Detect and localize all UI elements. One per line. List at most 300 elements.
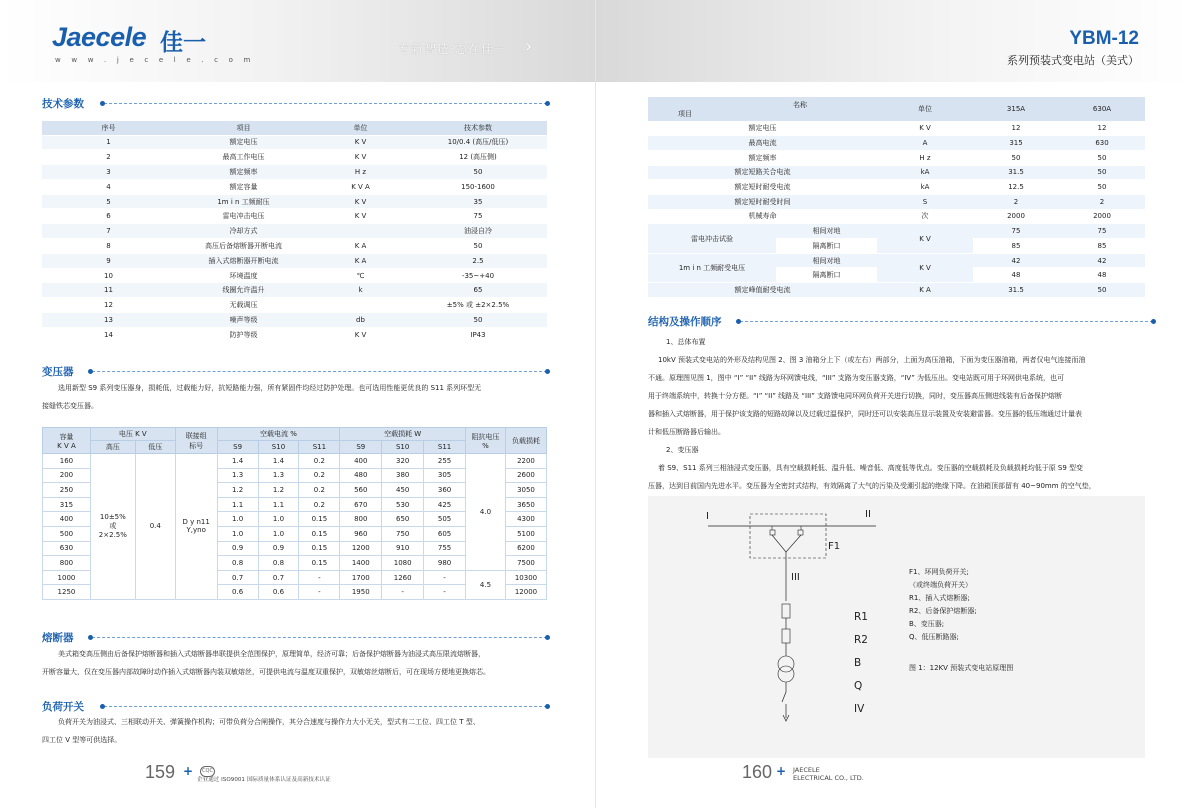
lv-voltage-cell: 0.4	[135, 454, 175, 600]
table-cell: 5100	[505, 526, 546, 541]
section-divider	[92, 371, 547, 372]
table-cell: 1.2	[217, 483, 258, 498]
table-cell: 48	[1059, 268, 1145, 283]
table-cell: 42	[973, 253, 1059, 268]
column-header: 技术参数	[409, 121, 547, 135]
table-cell: 环境温度	[175, 268, 312, 283]
table-cell: 31.5	[973, 165, 1059, 180]
section-tech-params	[42, 96, 547, 110]
impedance-cell: 4.5	[466, 570, 506, 599]
table-row	[648, 283, 1145, 298]
header-s10: S10	[258, 441, 299, 454]
paragraph-line: 开断容量大，仅在变压器内部故障时动作插入式熔断器内装双敏熔丝，可提供电流与温度双重保护，双敏熔丝熔断后，可在现场方便地更换熔芯。	[42, 668, 490, 676]
table-cell: 1200	[340, 541, 382, 556]
table-cell: 530	[382, 497, 424, 512]
tech-params-table	[42, 121, 547, 343]
header-s11: S11	[299, 441, 340, 454]
table-cell: 1000	[43, 570, 91, 585]
diagram-caption: 图 1：12KV 预装式变电站原理图	[909, 664, 1014, 672]
table-row	[42, 313, 547, 328]
paragraph-line: 负荷开关为油浸式、三相联动开关、弹簧操作机构；可带负荷分合闸操作，其分合速度与操作力大小无关，型式有二工位、四工位 T 型、	[58, 718, 480, 726]
table-cell: 8	[42, 239, 175, 254]
page-number: 159	[145, 762, 176, 782]
table-cell: 50	[409, 165, 547, 180]
table-cell: 6200	[505, 541, 546, 556]
connection-cell	[175, 454, 217, 600]
paragraph-line: 四工位 V 型等可供选择。	[42, 736, 122, 744]
table-row	[648, 150, 1145, 165]
group-label-cell: 1m i n 工频耐受电压	[648, 253, 776, 282]
table-cell: 605	[424, 526, 466, 541]
section-divider	[104, 706, 547, 707]
table-row	[42, 165, 547, 180]
table-cell: 0.6	[258, 585, 299, 600]
table-cell: 1.0	[258, 526, 299, 541]
table-cell: 额定频率	[648, 150, 877, 165]
product-model: YBM-12	[1069, 28, 1139, 49]
cell-line: 或	[109, 522, 117, 531]
table-cell: 冷却方式	[175, 224, 312, 239]
switch-specs-table	[648, 97, 1145, 298]
table-cell: 960	[340, 526, 382, 541]
table-cell: 9	[42, 253, 175, 268]
line-label-i: I	[706, 511, 709, 522]
table-cell: 85	[1059, 239, 1145, 254]
chevron-right-icon: ›	[525, 36, 533, 57]
table-cell: 380	[382, 468, 424, 483]
table-cell: 2.5	[409, 253, 547, 268]
impedance-cell: 4.0	[466, 454, 506, 571]
table-row	[42, 150, 547, 165]
unit-cell: K V	[877, 253, 973, 282]
brand-logo: Jaecele	[52, 22, 147, 52]
component-labels	[854, 606, 868, 721]
table-cell: 0.7	[217, 570, 258, 585]
section-title: 熔断器	[42, 632, 74, 644]
transformer-table	[42, 427, 547, 600]
table-row	[42, 224, 547, 239]
table-cell: 0.8	[258, 556, 299, 571]
header-noload-loss: 空载损耗 W	[340, 428, 466, 441]
table-cell: 最高工作电压	[175, 150, 312, 165]
table-row	[648, 180, 1145, 195]
table-cell: 1.4	[258, 454, 299, 469]
table-cell: 560	[340, 483, 382, 498]
label-f1: F1	[828, 541, 841, 552]
table-cell: 0.2	[299, 483, 340, 498]
table-cell: 630	[43, 541, 91, 556]
header-text: 阻抗电压	[471, 432, 500, 441]
line-label-iii: III	[791, 572, 800, 583]
table-cell: 12.5	[973, 180, 1059, 195]
table-cell: 12	[42, 298, 175, 313]
page-number: 160	[742, 762, 773, 782]
load-switch-description	[42, 713, 557, 749]
table-cell: 12	[973, 121, 1059, 136]
header-unit: 单位	[877, 97, 973, 121]
table-cell: 0.6	[217, 585, 258, 600]
table-cell: 线圈允许温升	[175, 283, 312, 298]
table-cell: 插入式熔断器开断电流	[175, 253, 312, 268]
table-row	[648, 165, 1145, 180]
table-cell: 12 (高压侧)	[409, 150, 547, 165]
table-cell: 50	[1059, 180, 1145, 195]
header-text: 名称	[793, 101, 807, 109]
table-cell: 0.2	[299, 468, 340, 483]
paragraph-line: 接缝铁芯变压器。	[42, 402, 98, 410]
table-cell: 400	[43, 512, 91, 527]
paragraph-line: 器和插入式熔断器，用于保护该支路的短路故障以及过载过温保护，同时还可以安装高压显示装置及安装避雷器。变压器的低压端通过计量表	[648, 410, 1082, 418]
footer-certification-text: 企业通过 ISO9001 国际质量体系认证及高新技术认证	[197, 777, 331, 783]
brand-logo-cn: 佳一	[160, 30, 206, 56]
table-cell: K V	[312, 209, 409, 224]
table-cell: 次	[877, 209, 973, 224]
table-row	[42, 298, 547, 313]
table-row	[648, 209, 1145, 224]
header-text: K V A	[57, 441, 76, 450]
table-cell: 防护等级	[175, 327, 312, 342]
table-cell: 0.2	[299, 454, 340, 469]
header-noload-current: 空载电流 %	[217, 428, 340, 441]
table-row	[42, 283, 547, 298]
section-title: 结构及操作顺序	[648, 316, 722, 328]
section-divider	[740, 321, 1153, 322]
table-row	[42, 179, 547, 194]
cell-line: Y,yno	[186, 526, 206, 535]
table-cell: 高压后备熔断器开断电流	[175, 239, 312, 254]
label-r2: R2	[854, 634, 868, 646]
table-cell: 1.1	[258, 497, 299, 512]
table-cell: 0.2	[299, 497, 340, 512]
table-cell: K A	[877, 283, 973, 298]
table-cell: 额定峰值耐受电流	[648, 283, 877, 298]
legend-item: B、变压器;	[909, 620, 945, 628]
paragraph-line: 美式箱变高压侧由后备保护熔断器和插入式熔断器串联提供全范围保护，原理简单，经济可靠；后备保护熔断器为油浸式高压限流熔断器，	[58, 650, 485, 658]
table-cell: 额定短时耐受时间	[648, 194, 877, 209]
transformer-description	[42, 379, 552, 415]
header-315a: 315A	[973, 97, 1059, 121]
table-cell: 2000	[1059, 209, 1145, 224]
slogan: 专新智造·志在佳一	[398, 42, 507, 56]
table-cell: 1.3	[217, 468, 258, 483]
table-cell: -	[424, 570, 466, 585]
table-cell: 750	[382, 526, 424, 541]
table-cell: 320	[382, 454, 424, 469]
table-cell: 630	[1059, 136, 1145, 151]
table-cell: 相间对地	[776, 253, 877, 268]
table-row	[648, 224, 1145, 239]
table-cell: 2000	[973, 209, 1059, 224]
table-cell: 1	[42, 135, 175, 150]
table-cell: 1250	[43, 585, 91, 600]
table-cell: 75	[1059, 224, 1145, 239]
header-s10: S10	[382, 441, 424, 454]
column-header: 项目	[175, 121, 312, 135]
table-cell: 650	[382, 512, 424, 527]
cell-line: D y n11	[182, 518, 210, 527]
table-cell: -35~+40	[409, 268, 547, 283]
table-cell: 500	[43, 526, 91, 541]
table-cell: 980	[424, 556, 466, 571]
header-s9: S9	[340, 441, 382, 454]
table-cell: 无载调压	[175, 298, 312, 313]
table-cell: 50	[409, 313, 547, 328]
table-cell: 2	[42, 150, 175, 165]
header-capacity	[43, 428, 91, 454]
table-cell: 7500	[505, 556, 546, 571]
table-cell: 75	[973, 224, 1059, 239]
table-cell: 2	[1059, 194, 1145, 209]
table-cell: 额定电压	[175, 135, 312, 150]
table-cell: kA	[877, 165, 973, 180]
column-header: 序号	[42, 121, 175, 135]
table-cell: 10300	[505, 570, 546, 585]
table-cell: -	[299, 570, 340, 585]
header-connection	[175, 428, 217, 454]
paragraph-line: 计和低压断路器后输出。	[648, 428, 725, 436]
header-impedance	[466, 428, 506, 454]
paragraph-line: 10kV 预装式变电站的外形及结构见图 2、图 3 油箱分上下（或左右）两部分，上面为高压油箱，下面为变压器油箱，两者仅电气连接而油	[658, 356, 1086, 364]
subsection-title: 1、总体布置	[666, 338, 706, 346]
section-fuse	[42, 630, 547, 644]
table-cell: H z	[312, 165, 409, 180]
table-cell: 50	[409, 239, 547, 254]
structure-description	[648, 333, 1153, 513]
table-cell: 1.4	[217, 454, 258, 469]
table-cell	[312, 224, 409, 239]
table-cell: 隔离断口	[776, 268, 877, 283]
paragraph-line: 着 S9、S11 系列三相油浸式变压器，具有空载损耗低、温升低、噪音低、高度低等优点。变压器的空载损耗及负载损耗均低于原 S9 型变	[658, 464, 1084, 472]
section-title: 负荷开关	[42, 701, 84, 713]
table-row	[42, 239, 547, 254]
table-cell: 315	[43, 497, 91, 512]
table-cell: 1950	[340, 585, 382, 600]
schematic-diagram	[648, 496, 1145, 758]
header-s11: S11	[424, 441, 466, 454]
table-cell: -	[382, 585, 424, 600]
table-cell: 505	[424, 512, 466, 527]
section-divider	[104, 103, 547, 104]
footer-company-suffix: ELECTRICAL CO., LTD.	[793, 774, 864, 782]
table-cell: db	[312, 313, 409, 328]
legend-item: Q、低压断路器;	[909, 633, 959, 641]
table-cell: 10	[42, 268, 175, 283]
unit-cell: K V	[877, 224, 973, 253]
table-cell: 1.3	[258, 468, 299, 483]
footer-company-name: JAECELE	[793, 766, 820, 774]
subsection-body	[648, 351, 1153, 441]
header-name-item	[648, 97, 877, 121]
table-cell: 250	[43, 483, 91, 498]
table-cell: 50	[973, 150, 1059, 165]
header-hv: 高压	[90, 441, 135, 454]
table-cell: 670	[340, 497, 382, 512]
header-text: %	[482, 441, 489, 450]
paragraph-line: 压器，达到目前国内先进水平。变压器为全密封式结构，有效隔离了大气的污染及受潮引起的绝缘下降。在油箱顶部留有 40~90mm 的空气垫，	[648, 482, 1096, 490]
schematic-drawing	[648, 496, 1145, 758]
subsection-title: 2、变压器	[666, 446, 699, 454]
table-cell: 6	[42, 209, 175, 224]
table-cell: 0.9	[217, 541, 258, 556]
table-cell: 50	[1059, 165, 1145, 180]
cqc-cert-icon: CQC	[200, 766, 215, 777]
table-cell: 480	[340, 468, 382, 483]
table-row	[42, 253, 547, 268]
section-title: 变压器	[42, 366, 74, 378]
table-cell: 0.15	[299, 541, 340, 556]
table-cell: IP43	[409, 327, 547, 342]
section-load-switch	[42, 699, 547, 713]
header-s9: S9	[217, 441, 258, 454]
table-cell: H z	[877, 150, 973, 165]
section-title: 技术参数	[42, 98, 84, 110]
table-cell: 额定容量	[175, 179, 312, 194]
table-cell: S	[877, 194, 973, 209]
table-cell: 1.1	[217, 497, 258, 512]
table-cell: 最高电流	[648, 136, 877, 151]
label-iv: IV	[854, 703, 865, 715]
table-cell: 2600	[505, 468, 546, 483]
table-row	[42, 209, 547, 224]
table-cell: 0.15	[299, 526, 340, 541]
table-cell: K A	[312, 253, 409, 268]
table-cell: 3050	[505, 483, 546, 498]
table-cell: 360	[424, 483, 466, 498]
cell-line: 2×2.5%	[98, 531, 127, 540]
cell-line: 10±5%	[99, 513, 126, 522]
table-cell: 13	[42, 313, 175, 328]
legend-item: （或终端负荷开关）	[909, 581, 972, 589]
table-cell: 755	[424, 541, 466, 556]
table-cell: 3650	[505, 497, 546, 512]
table-row	[42, 327, 547, 342]
table-cell: 0.15	[299, 556, 340, 571]
table-row	[42, 194, 547, 209]
table-cell: 1.2	[258, 483, 299, 498]
plus-icon: +	[776, 764, 787, 778]
header-lv: 低压	[135, 441, 175, 454]
table-cell: kA	[877, 180, 973, 195]
table-cell: -	[424, 585, 466, 600]
line-label-ii: II	[865, 509, 871, 520]
table-cell: 1.0	[258, 512, 299, 527]
table-cell: 11	[42, 283, 175, 298]
header-voltage: 电压 K V	[90, 428, 175, 441]
hv-voltage-cell	[90, 454, 135, 600]
table-cell: 0.7	[258, 570, 299, 585]
label-r1: R1	[854, 611, 868, 623]
product-series: 系列预装式变电站（美式）	[1007, 54, 1139, 67]
legend-item: R1、插入式熔断器;	[909, 594, 970, 602]
table-cell: 75	[409, 209, 547, 224]
table-row	[42, 135, 547, 150]
table-cell: 0.15	[299, 512, 340, 527]
brand-url: w w w . j e c e l e . c o m	[55, 56, 255, 64]
table-cell: 48	[973, 268, 1059, 283]
header-630a: 630A	[1059, 97, 1145, 121]
section-divider	[92, 637, 547, 638]
table-cell: 1400	[340, 556, 382, 571]
table-cell: ±5% 或 ±2×2.5%	[409, 298, 547, 313]
table-cell: K V	[877, 121, 973, 136]
table-cell: 305	[424, 468, 466, 483]
legend-item: F1、环网负荷开关;	[909, 568, 969, 576]
table-cell: 12000	[505, 585, 546, 600]
table-cell: 1.0	[217, 526, 258, 541]
paragraph-line: 用于终端系统中，转换十分方便。“I” “II” 线路及 “III” 支路馈电同环网负荷开关进行切换，同时，变压器高压侧进线装有后备保护熔断	[648, 392, 1063, 400]
table-cell: 1260	[382, 570, 424, 585]
header-text: 项目	[678, 110, 692, 118]
table-row	[42, 268, 547, 283]
header-load-loss: 负载损耗	[505, 428, 546, 454]
label-b: B	[854, 657, 862, 669]
table-cell: A	[877, 136, 973, 151]
table-cell: 额定短时耐受电流	[648, 180, 877, 195]
table-cell: 65	[409, 283, 547, 298]
table-cell: 4300	[505, 512, 546, 527]
table-cell: K V	[312, 194, 409, 209]
label-q: Q	[854, 680, 863, 692]
table-cell: 1.0	[217, 512, 258, 527]
table-cell: 800	[340, 512, 382, 527]
table-cell: 2200	[505, 454, 546, 469]
table-cell: 0.8	[217, 556, 258, 571]
table-cell: 315	[973, 136, 1059, 151]
plus-icon: +	[183, 764, 194, 778]
page-159	[0, 0, 595, 808]
column-header: 单位	[312, 121, 409, 135]
table-cell: 800	[43, 556, 91, 571]
table-cell: K V A	[312, 179, 409, 194]
header-text: 标号	[189, 441, 204, 450]
table-cell: 150-1600	[409, 179, 547, 194]
table-cell: 400	[340, 454, 382, 469]
table-cell: 机械寿命	[648, 209, 877, 224]
table-cell: -	[299, 585, 340, 600]
table-cell: 12	[1059, 121, 1145, 136]
table-cell: 额定短路关合电流	[648, 165, 877, 180]
section-transformer	[42, 364, 547, 378]
table-row	[43, 454, 547, 469]
table-cell: 1700	[340, 570, 382, 585]
table-row	[648, 121, 1145, 136]
table-cell: 450	[382, 483, 424, 498]
header-text: 联接组	[185, 431, 207, 440]
table-cell: 35	[409, 194, 547, 209]
table-cell: ℃	[312, 268, 409, 283]
table-cell: 隔离断口	[776, 239, 877, 254]
table-cell: 85	[973, 239, 1059, 254]
fuse-description	[42, 645, 557, 681]
table-cell: 1m i n 工频耐压	[175, 194, 312, 209]
table-cell: 910	[382, 541, 424, 556]
table-row	[648, 136, 1145, 151]
table-cell: 50	[1059, 150, 1145, 165]
table-row	[648, 194, 1145, 209]
table-cell: k	[312, 283, 409, 298]
paragraph-line: 不通。原理图见图 1，图中 “I” “II” 线路为环网馈电线，“III” 支路为变压器支路，“IV” 为低压出。变电站既可用于环网供电系统，也可	[648, 374, 1065, 382]
table-cell: 相间对地	[776, 224, 877, 239]
table-cell: 14	[42, 327, 175, 342]
diagram-legend	[909, 566, 977, 644]
table-cell: 425	[424, 497, 466, 512]
table-cell: 1080	[382, 556, 424, 571]
table-cell: K A	[312, 239, 409, 254]
table-cell: 雷电冲击电压	[175, 209, 312, 224]
legend-item: R2、后备保护熔断器;	[909, 607, 977, 615]
section-structure	[648, 314, 1153, 328]
table-cell: 50	[1059, 283, 1145, 298]
